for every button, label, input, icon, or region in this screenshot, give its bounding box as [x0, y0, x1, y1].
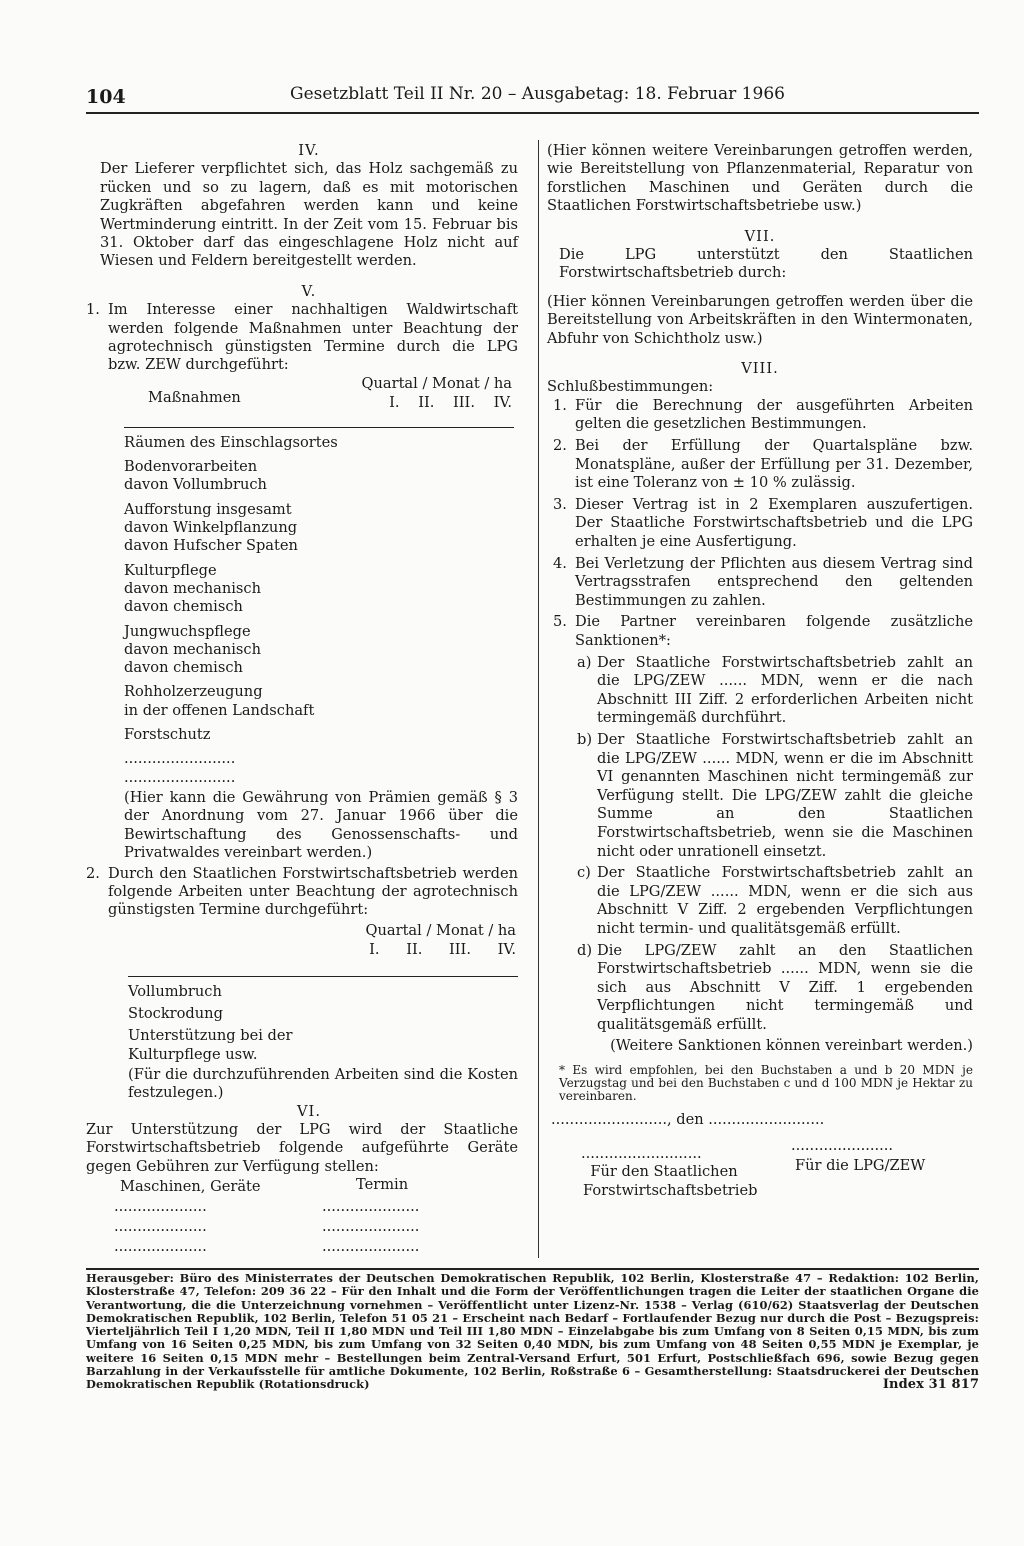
measures-table-header	[100, 375, 518, 415]
measure-item: davon Winkelpflanzung	[124, 519, 298, 537]
measure-item: Forstschutz	[124, 726, 211, 744]
section-v-item-1	[86, 301, 518, 375]
provision-item	[553, 437, 973, 493]
item-number: 1.	[553, 396, 567, 414]
measure-item: Jungwuchspflege	[124, 622, 251, 640]
section-vii-text: Die LPG unterstützt den Staatlichen Forstwirtschaftsbetrieb durch:	[559, 246, 973, 282]
measures-list	[100, 434, 518, 787]
measure-item: davon mechanisch	[124, 640, 261, 658]
further-sanctions-note: (Weitere Sanktionen können vereinbart werden.)	[610, 1037, 973, 1055]
machines-dots: ....................	[114, 1198, 207, 1216]
imprint	[86, 1272, 979, 1392]
measure-item: davon mechanisch	[124, 579, 261, 597]
item-text: Der Staatliche Forstwirtschaftsbetrieb zahlt an die LPG/ZEW ...... MDN, wenn er die im Abschnitt VI genannten Maschinen nicht termingemäß zur Verfügung stellt. Die LPG/ZEW zahlt die gleiche Summe an den Staatlichen Forstwirtschaftsbetrieb, wenn sie die Maschinen nicht oder unrationell einsetzt.	[597, 730, 973, 860]
costs-note: (Für die durchzuführenden Arbeiten sind die Kosten festzulegen.)	[128, 1065, 518, 1102]
quartal-label: Quartal / Monat / ha	[361, 374, 512, 392]
works-list	[100, 983, 518, 1103]
item-text: Bei der Erfüllung der Quartalspläne bzw. Monatspläne, außer der Erfüllung per 31. Dezember, ist eine Toleranz von ± 10 % zulässig.	[575, 437, 973, 492]
item-letter: d)	[577, 941, 593, 959]
measures-column-label: Maßnahmen	[148, 388, 241, 406]
measure-item: Aufforstung insgesamt	[124, 500, 292, 518]
footnote: * Es wird empfohlen, bei den Buchstaben a und b 20 MDN je Verzugstag und bei den Buchstaben c und d 100 MDN je Hektar zu vereinbaren.	[559, 1062, 973, 1103]
measure-item: davon chemisch	[124, 598, 243, 616]
item-text: Für die Berechnung der ausgeführten Arbeiten gelten die gesetzlichen Bestimmungen.	[575, 396, 973, 433]
term-column-label: Termin	[356, 1176, 409, 1194]
item-text: Bei Verletzung der Pflichten aus diesem Vertrag sind Vertragsstrafen entsprechend den geltenden Bestimmungen zu zahlen.	[575, 554, 973, 609]
table-rule	[124, 427, 514, 428]
left-column	[86, 142, 518, 1258]
item-text: Der Staatliche Forstwirtschaftsbetrieb zahlt an die LPG/ZEW ...... MDN, wenn er die nach Abschnitt III Ziff. 2 erforderlichen Arbeiten nicht termingemäß durchführt.	[597, 653, 973, 727]
work-item: Stockrodung	[128, 1005, 223, 1023]
final-provisions-label: Schlußbestimmungen:	[547, 378, 714, 396]
item-text: Durch den Staatlichen Forstwirtschaftsbetrieb werden folgende Arbeiten unter Beachtung der agrotechnisch günstigsten Termine durchgeführt:	[108, 864, 518, 919]
measure-item: Bodenvorarbeiten	[124, 458, 258, 476]
table-rule	[128, 976, 518, 977]
section-vi-heading: VI.	[297, 1102, 321, 1120]
item-text: Die Partner vereinbaren folgende zusätzliche Sanktionen*:	[575, 613, 973, 649]
term-dots: .....................	[322, 1218, 420, 1236]
final-provisions-list	[547, 397, 973, 1035]
item-letter: a)	[577, 653, 592, 671]
item-number: 2.	[86, 864, 100, 882]
right-column	[547, 142, 973, 1223]
item-text: Der Staatliche Forstwirtschaftsbetrieb zahlt an die LPG/ZEW ...... MDN, wenn er die sich aus Abschnitt V Ziff. 2 ergebenden Verpflichtungen nicht termin- und qualitätsgemäß erfüllt.	[597, 864, 973, 937]
measure-item: davon Vollumbruch	[124, 476, 267, 494]
term-dots: .....................	[322, 1198, 420, 1216]
work-item: Vollumbruch	[128, 982, 222, 1000]
section-vii-heading: VII.	[744, 227, 776, 245]
page-number: 104	[86, 86, 126, 108]
measure-item: davon chemisch	[124, 659, 243, 677]
sanction-item	[577, 654, 973, 728]
measure-item: Kulturpflege	[124, 561, 217, 579]
work-item: Kulturpflege usw.	[128, 1045, 258, 1063]
signature-dots-forestry: ..........................	[581, 1145, 702, 1163]
provision-item	[553, 613, 973, 650]
further-agreements-note: (Hier können weitere Vereinbarungen getroffen werden, wie Bereitstellung von Pflanzenmaterial, Reparatur von forstlichen Maschinen und Geräten durch die Staatlichen Forstwirtschaftsbetriebe usw.)	[547, 142, 973, 215]
quartal-label: Quartal / Monat / ha	[365, 921, 516, 939]
measure-dots: ........................	[124, 750, 236, 768]
machines-table	[86, 1176, 518, 1258]
section-v-heading: V.	[301, 282, 317, 300]
section-vii-note: (Hier können Vereinbarungen getroffen werden über die Bereitstellung von Arbeitskräften in den Wintermonaten, Abfuhr von Schichtholz usw.)	[547, 292, 973, 347]
imprint-rule	[86, 1268, 979, 1270]
item-text: Dieser Vertrag ist in 2 Exemplaren auszufertigen. Der Staatliche Forstwirtschaftsbetrieb und die LPG erhalten je eine Ausfertigung.	[575, 495, 973, 551]
signature-label-forestry: Für den Staatlichen Forstwirtschaftsbetrieb	[583, 1163, 758, 1199]
header-rule	[86, 112, 979, 114]
signature-block	[547, 1133, 973, 1223]
premium-note: (Hier kann die Gewährung von Prämien gemäß § 3 der Anordnung vom 27. Januar 1966 über die Bewirtschaftung des Genossenschafts- und Privatwaldes vereinbart werden.)	[124, 788, 518, 862]
imprint-text: Herausgeber: Büro des Ministerrates der Deutschen Demokratischen Republik, 102 Berlin, Klosterstraße 47 – Redaktion: 102 Berlin, Klosterstraße 47, Telefon: 209 36 22 – Für den Inhalt und die Form der Veröffentlichungen tragen die Leiter der staatlichen Organe die Verantwortung, die die Unterzeichnung vornehmen – Veröffentlicht unter Lizenz-Nr. 1538 – Verlag (610/62) Staatsverlag der Deutschen Demokratischen Republik, 102 Berlin, Telefon 51 05 21 – Erscheint nach Bedarf – Fortlaufender Bezug nur durch die Post – Bezugspreis: Vierteljährlich Teil I 1,20 MDN, Teil II 1,80 MDN und Teil III 1,80 MDN – Einzelabgabe bis zum Umfang von 8 Seiten 0,15 MDN, bis zum Umfang von 16 Seiten 0,25 MDN, bis zum Umfang von 32 Seiten 0,40 MDN, bis zum Umfang von 48 Seiten 0,55 MDN je Exemplar, je weitere 16 Seiten 0,15 MDN mehr – Bestellungen beim Zentral-Versand Erfurt, 501 Erfurt, Postschließfach 696, sowie Bezug gegen Barzahlung in der Verkaufsstelle für amtliche Dokumente, 102 Berlin, Roßstraße 6 – Gesamtherstellung: Staatsdruckerei der Deutschen Demokratischen Republik (Rotationsdruck)	[86, 1271, 979, 1392]
index-number: Index 31 817	[882, 1377, 979, 1393]
item-text: Die LPG/ZEW zahlt an den Staatlichen Forstwirtschaftsbetrieb ...... MDN, wenn sie die sich aus Abschnitt V Ziff. 1 ergebenden Verpflichtungen nicht termingemäß und qualitätsgemäß erfüllt.	[597, 941, 973, 1033]
work-item: Unterstützung bei der	[128, 1027, 293, 1045]
quarter-labels: I. II. III. IV.	[389, 393, 512, 411]
machines-dots: ....................	[114, 1238, 207, 1256]
provision-item	[553, 555, 973, 611]
measure-item: in der offenen Landschaft	[124, 701, 315, 719]
measure-dots: ........................	[124, 768, 236, 786]
measure-item: davon Hufscher Spaten	[124, 537, 298, 555]
provision-item	[553, 397, 973, 434]
signature-label-lpg: Für die LPG/ZEW	[795, 1157, 926, 1175]
item-number: 2.	[553, 437, 567, 455]
item-letter: c)	[577, 864, 591, 882]
section-viii-heading: VIII.	[741, 360, 779, 378]
measure-item: Rohholzerzeugung	[124, 683, 263, 701]
item-number: 3.	[553, 495, 567, 513]
item-letter: b)	[577, 730, 593, 748]
item-number: 1.	[86, 301, 100, 319]
item-text: Im Interesse einer nachhaltigen Waldwirtschaft werden folgende Maßnahmen unter Beachtung der agrotechnisch günstigsten Termine durch die LPG bzw. ZEW durchgeführt:	[108, 301, 518, 374]
works-table-header	[100, 920, 518, 960]
section-v-item-2	[86, 865, 518, 920]
signature-dots-lpg: ......................	[791, 1137, 894, 1155]
section-vi-text: Zur Unterstützung der LPG wird der Staatliche Forstwirtschaftsbetrieb folgende aufgeführte Geräte gegen Gebühren zur Verfügung stellen:	[86, 1120, 518, 1175]
item-number: 5.	[553, 613, 567, 631]
machines-dots: ....................	[114, 1218, 207, 1236]
quarter-labels: I. II. III. IV.	[369, 940, 516, 958]
section-iv-text: Der Lieferer verpflichtet sich, das Holz sachgemäß zu rücken und so zu lagern, daß es mit motorischen Zugkräften abgefahren werden kann und keine Wertminderung eintritt. In der Zeit vom 15. Februar bis 31. Oktober darf das eingeschlagene Holz nicht auf Wiesen und Feldern bereitgestellt werden.	[100, 160, 518, 270]
column-divider	[538, 140, 539, 1258]
machines-column-label: Maschinen, Geräte	[120, 1178, 261, 1196]
sanction-item	[577, 942, 973, 1035]
measure-item: Räumen des Einschlagsortes	[124, 433, 338, 451]
place-date-line: ........................., den .........................	[551, 1110, 825, 1128]
sanction-item	[577, 864, 973, 938]
sanction-item	[577, 731, 973, 861]
provision-item	[553, 496, 973, 552]
section-iv-heading: IV.	[298, 142, 320, 159]
page-header-title: Gesetzblatt Teil II Nr. 20 – Ausgabetag: 18. Februar 1966	[290, 84, 785, 104]
item-number: 4.	[553, 554, 567, 572]
term-dots: .....................	[322, 1238, 420, 1256]
